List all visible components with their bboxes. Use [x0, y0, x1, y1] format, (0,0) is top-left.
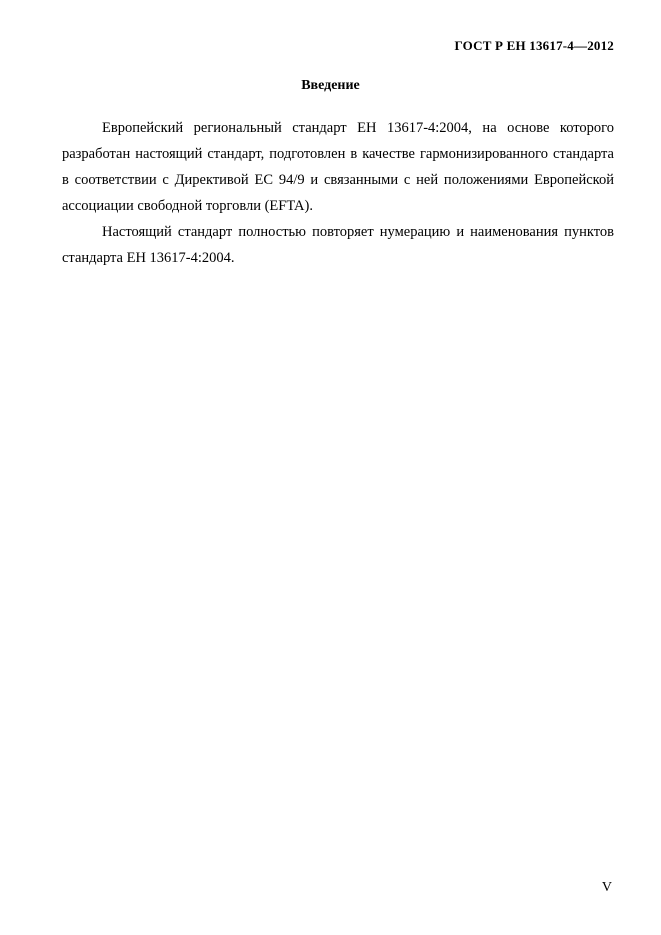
section-body: [62, 115, 614, 271]
section-title: Введение: [301, 78, 360, 93]
paragraph-2: Настоящий стандарт полностью повторяет нумерацию и наименования пунктов стандарта ЕН 13617-4:2004.: [62, 224, 614, 266]
document-code-header: ГОСТ Р ЕН 13617-4—2012: [454, 38, 614, 53]
page-number: V: [601, 880, 612, 895]
paragraph-1: Европейский региональный стандарт ЕН 13617-4:2004, на основе которого разработан настоящий стандарт, подготовлен в качестве гармонизированного стандарта в соответствии с Директивой ЕС 94/9 и связанными с ней положениями Европейской ассоциации свободной торговли (EFTA).: [62, 120, 614, 214]
